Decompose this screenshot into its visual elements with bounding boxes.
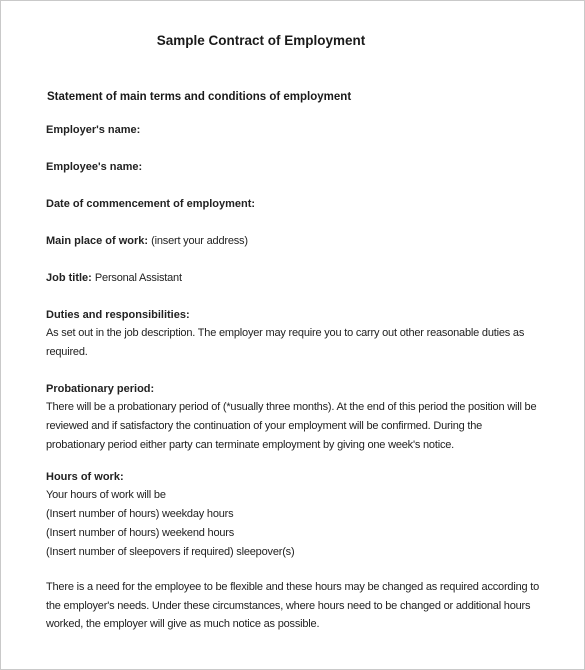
flexibility-text-line: There is a need for the employee to be flexible and these hours may be changed as required according to <box>46 581 540 593</box>
place-of-work-value: (insert your address) <box>151 235 248 247</box>
duties-heading: Duties and responsibilities: <box>46 309 190 321</box>
hours-heading: Hours of work: <box>46 471 124 483</box>
document-title: Sample Contract of Employment <box>156 33 366 48</box>
job-title-line <box>46 272 182 285</box>
commencement-date-label: Date of commencement of employment: <box>46 198 256 210</box>
hours-text-line: (Insert number of hours) weekend hours <box>46 527 235 539</box>
place-of-work-line <box>46 235 248 248</box>
probation-text-line: There will be a probationary period of (*usually three months). At the end of this period the position will be <box>46 401 537 413</box>
probation-heading: Probationary period: <box>46 383 155 395</box>
hours-text-line: (Insert number of hours) weekday hours <box>46 508 234 520</box>
employee-name-label: Employee's name: <box>46 161 143 173</box>
probation-text-line: reviewed and if satisfactory the continuation of your employment will be confirmed. During the <box>46 420 483 432</box>
flexibility-text-line: the employer's needs. Under these circumstances, where hours need to be changed or additional hours <box>46 600 531 612</box>
hours-text-line: (Insert number of sleepovers if required) sleepover(s) <box>46 546 295 558</box>
duties-text-line: required. <box>46 346 88 358</box>
flexibility-text-line: worked, the employer will give as much notice as possible. <box>46 618 320 630</box>
job-title-value: Personal Assistant <box>94 272 182 284</box>
hours-text-line: Your hours of work will be <box>46 489 166 501</box>
probation-text-line: probationary period either party can terminate employment by giving one week's notice. <box>46 439 455 451</box>
statement-heading: Statement of main terms and conditions of employment <box>47 91 352 103</box>
job-title-label: Job title: <box>46 272 92 284</box>
place-of-work-label: Main place of work: <box>46 235 149 247</box>
duties-text-line: As set out in the job description. The employer may require you to carry out other reasonable duties as <box>46 327 525 339</box>
employer-name-label: Employer's name: <box>46 124 141 136</box>
